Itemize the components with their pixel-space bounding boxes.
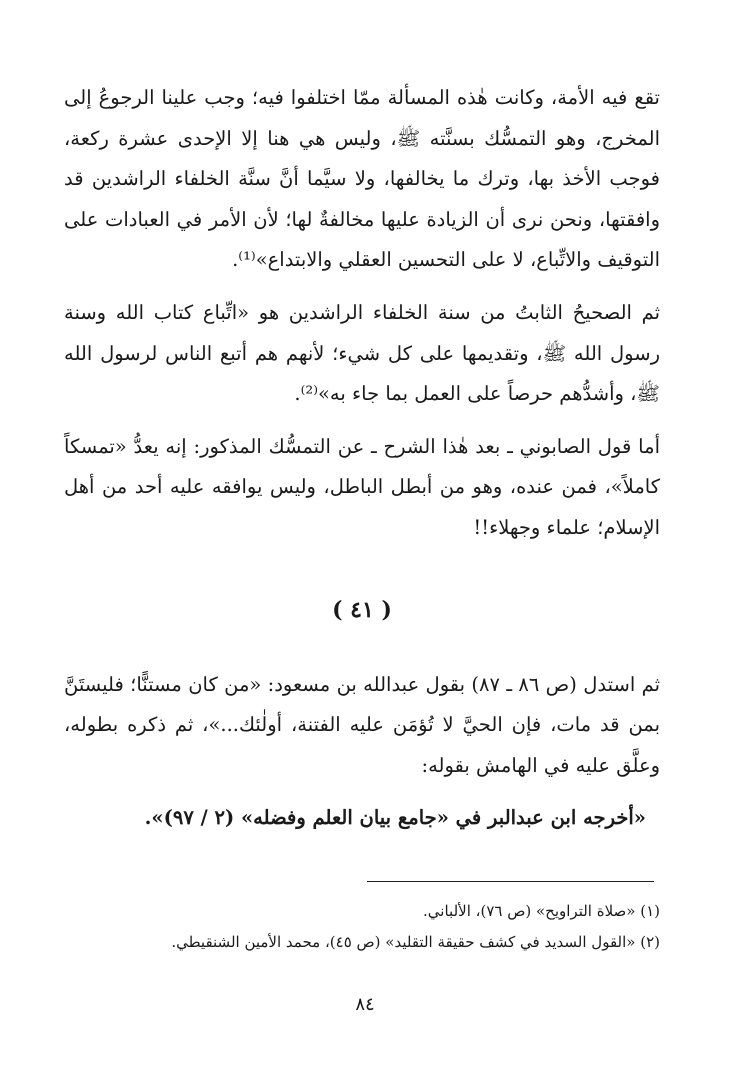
paragraph-3: أما قول الصابوني ـ بعد هٰذا الشرح ـ عن التمسُّك المذكور: إنه يعدُّ «تمسكاً كاملاً»، فمن عنده، وهو من أبطل الباطل، وليس يوافقه عليه أحد من أهل الإسلام؛ علماء وجهلاء!! xyxy=(64,434,660,539)
page-number: ٨٤ xyxy=(355,994,375,1015)
footnotes xyxy=(64,896,660,958)
paragraph-1: تقع فيه الأمة، وكانت هٰذه المسألة ممّا اختلفوا فيه؛ وجب علينا الرجوعُ إلى المخرج، وهو التمسُّك بسنَّته ﷺ، وليس هي هنا إلا الإحدى عشرة ركعة، فوجب الأخذ بها، وترك ما يخالفها، ولا سيَّما أنَّ سنَّة الخلفاء الراشدين قد وافقتها، ونحن نرى أن الزيادة عليها مخالفةٌ لها؛ لأن الأمر في العبادات على التوقيف والاتِّباع، لا على التحسين العقلي والابتداع»⁽¹⁾. xyxy=(64,86,660,272)
main-text xyxy=(64,78,660,858)
footnote-2: (٢) «القول السديد في كشف حقيقة التقليد» (ص ٤٥)، محمد الأمين الشنقيطي. xyxy=(171,933,660,951)
section-paragraph: ثم استدل (ص ٨٦ ـ ٨٧) بقول عبدالله بن مسعود: «من كان مستنًّا؛ فليستَنَّ بمن قد مات، فإن الحيَّ لا تُؤمَن عليه الفتنة، أولٰئك...»، ثم ذكره بطوله، وعلَّق عليه في الهامش بقوله: xyxy=(64,672,660,777)
paragraph-2: ثم الصحيحُ الثابتُ من سنة الخلفاء الراشدين هو «اتِّباع كتاب الله وسنة رسول الله ﷺ، وتقديمها على كل شيء؛ لأنهم هم أتبع الناس لرسول الله ﷺ، وأشدُّهم حرصاً على العمل بما جاء به»⁽²⁾. xyxy=(64,300,660,406)
section-number: ( ٤١ ) xyxy=(332,596,392,623)
footnote-1: (١) «صلاة التراويح» (ص ٧٦)، الألباني. xyxy=(423,902,660,920)
footnote-divider xyxy=(367,881,654,882)
quoted-footnote-text: «أخرجه ابن عبدالبر في «جامع بيان العلم وفضله» (٢ / ٩٧)». xyxy=(144,806,646,830)
